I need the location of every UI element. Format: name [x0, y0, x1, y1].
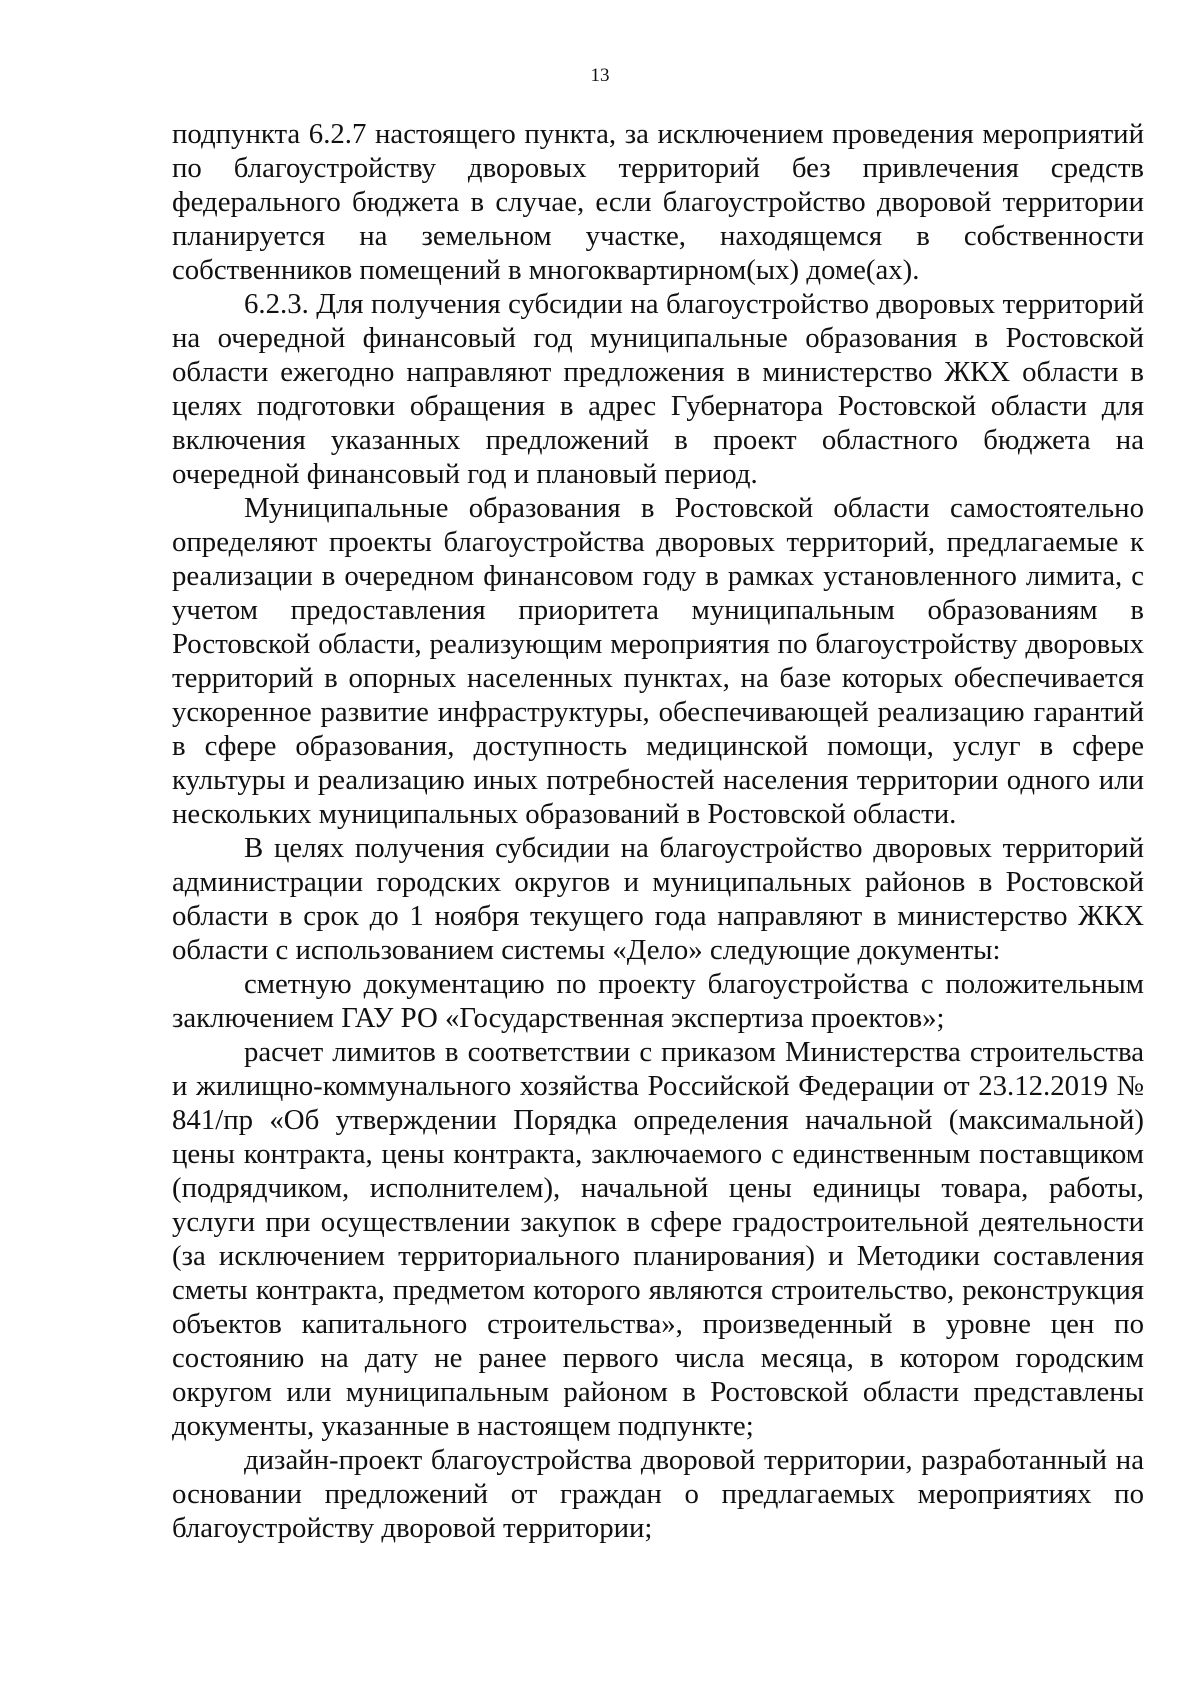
list-item-limit-calculation: расчет лимитов в соответствии с приказом Министерства строительства и жилищно-коммунального хозяйства Российской Федерации от 23.12.2019 № 841/пр «Об утверждении Порядка определения начальной (максимальной) цены контракта, цены контракта, заключаемого с единственным поставщиком (подрядчиком, исполнителем), начальной цены единицы товара, работы, услуги при осуществлении закупок в сфере градостроительной деятельности (за исключением территориального планирования) и Методики составления сметы контракта, предметом которого являются строительство, реконструкция объектов капитального строительства», произведенный в уровне цен по состоянию на дату не ранее первого числа месяца, в котором городским округом или муниципальным районом в Ростовской области представлены документы, указанные в настоящем подпункте; — [172, 1036, 1144, 1442]
paragraph-continuation: подпункта 6.2.7 настоящего пункта, за исключением проведения мероприятий по благоустройству дворовых территорий без привлечения средств федерального бюджета в случае, если благоустройство дворовой территории планируется на земельном участке, находящемся в собственности собственников помещений в многоквартирном(ых) доме(ах). — [172, 118, 1144, 286]
list-item-design-project: дизайн-проект благоустройства дворовой территории, разработанный на основании предложений от граждан о предлагаемых мероприятиях по благоустройству дворовой территории; — [172, 1444, 1144, 1544]
paragraph-municipal-projects: Муниципальные образования в Ростовской области самостоятельно определяют проекты благоустройства дворовых территорий, предлагаемые к реализации в очередном финансовом году в рамках установленного лимита, с учетом предоставления приоритета муниципальным образованиям в Ростовской области, реализующим мероприятия по благоустройству дворовых территорий в опорных населенных пунктах, на базе которых обеспечивается ускоренное развитие инфраструктуры, обеспечивающей реализацию гарантий в сфере образования, доступность медицинской помощи, услуг в сфере культуры и реализацию иных потребностей населения территории одного или нескольких муниципальных образований в Ростовской области. — [172, 492, 1144, 830]
paragraph-documents-submission: В целях получения субсидии на благоустройство дворовых территорий администрации городских округов и муниципальных районов в Ростовской области в срок до 1 ноября текущего года направляют в министерство ЖКХ области с использованием системы «Дело» следующие документы: — [172, 832, 1144, 966]
list-item-estimate-documentation: сметную документацию по проекту благоустройства с положительным заключением ГАУ РО «Государственная экспертиза проектов»; — [172, 968, 1144, 1034]
paragraph-6-2-3: 6.2.3. Для получения субсидии на благоустройство дворовых территорий на очередной финансовый год муниципальные образования в Ростовской области ежегодно направляют предложения в министерство ЖКХ области в целях подготовки обращения в адрес Губернатора Ростовской области для включения указанных предложений в проект областного бюджета на очередной финансовый год и плановый период. — [172, 288, 1144, 490]
document-body — [172, 117, 1144, 1545]
page-number: 13 — [590, 65, 610, 86]
